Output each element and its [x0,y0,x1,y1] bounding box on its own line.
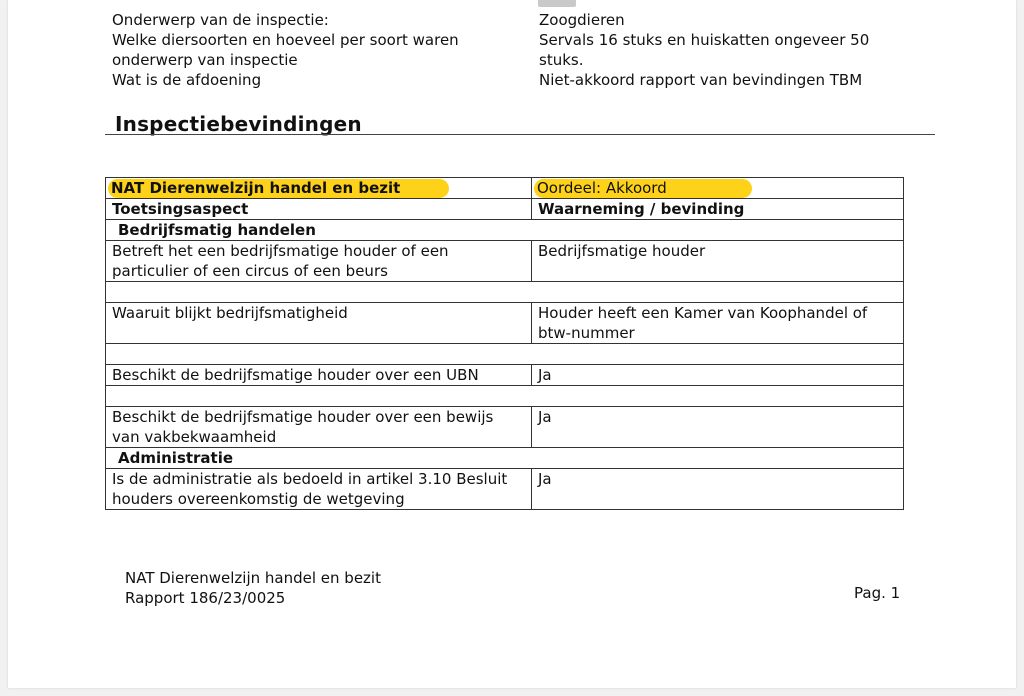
meta-row [112,70,892,90]
meta-label: Welke diersoorten en hoeveel per soort waren onderwerp van inspectie [112,31,459,69]
highlighted-heading: NAT Dierenwelzijn handel en bezit [108,179,449,198]
table-header-cell [106,178,532,199]
table-row [106,241,904,282]
answer-cell: Bedrijfsmatige houder [532,241,904,282]
meta-label: Wat is de afdoening [112,71,262,89]
inspection-meta [112,10,892,90]
question-cell: Is de administratie als bedoeld in artikel 3.10 Besluit houders overeenkomstig de wetgeving [106,469,532,510]
meta-value: Zoogdieren [539,11,625,29]
group-row [106,448,904,469]
question-cell: Beschikt de bedrijfsmatige houder over een bewijs van vakbekwaamheid [106,407,532,448]
meta-row [112,10,892,30]
meta-value: Niet-akkoord rapport van bevindingen TBM [539,71,863,89]
question-cell: Waaruit blijkt bedrijfsmatigheid [106,303,532,344]
footer-report-number: Rapport 186/23/0025 [125,589,286,607]
column-header-row [106,199,904,220]
page-number: Pag. 1 [854,584,901,602]
table-header-row [106,178,904,199]
question-cell: Beschikt de bedrijfsmatige houder over een UBN [106,365,532,386]
column-header: Waarneming / bevinding [532,199,904,220]
meta-row [112,30,892,70]
spacer-row [106,282,904,303]
column-header: Toetsingsaspect [106,199,532,220]
table-header-cell [532,178,904,199]
question-cell: Betreft het een bedrijfsmatige houder of een particulier of een circus of een beurs [106,241,532,282]
inspection-table [105,177,904,510]
table-row [106,365,904,386]
table-row [106,303,904,344]
table-row [106,469,904,510]
group-row [106,220,904,241]
answer-cell: Ja [532,407,904,448]
spacer-row [106,386,904,407]
answer-cell: Houder heeft een Kamer van Koophandel of btw-nummer [532,303,904,344]
meta-value: Servals 16 stuks en huiskatten ongeveer 50 stuks. [539,31,870,69]
spacer-row [106,344,904,365]
page-footer [125,568,381,608]
table-row [106,407,904,448]
answer-cell: Ja [532,365,904,386]
section-divider [105,134,935,135]
answer-cell: Ja [532,469,904,510]
page-marker [538,0,576,7]
group-heading: Bedrijfsmatig handelen [106,220,904,241]
document-page [8,0,1016,688]
section-title: Inspectiebevindingen [115,112,362,136]
verdict-highlight: Oordeel: Akkoord [534,179,752,198]
footer-title: NAT Dierenwelzijn handel en bezit [125,569,381,587]
group-heading: Administratie [106,448,904,469]
meta-label: Onderwerp van de inspectie: [112,11,329,29]
